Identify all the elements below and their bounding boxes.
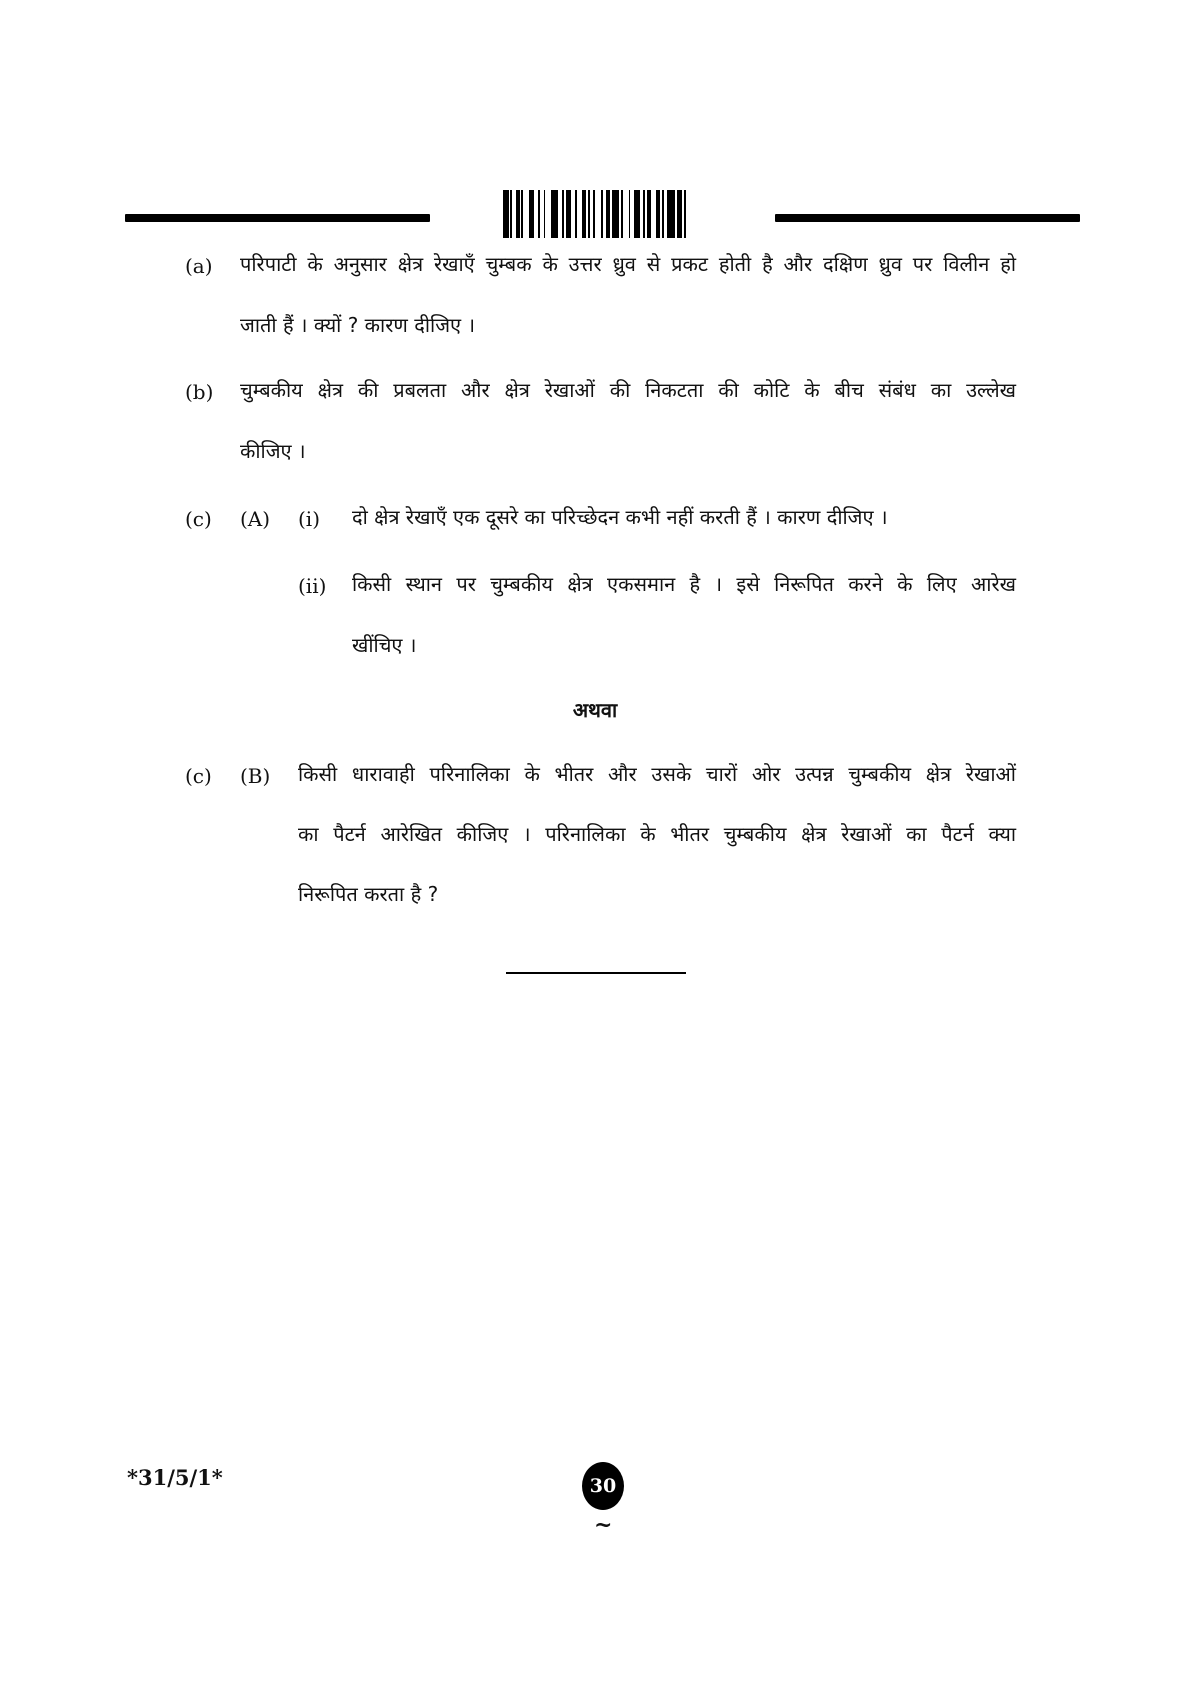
question-text-line: किसी स्थान पर चुम्बकीय क्षेत्र एकसमान है । इसे निरूपित करने के लिए आरेख (352, 572, 1016, 596)
barcode-bar (612, 190, 619, 238)
question-label: (c) (185, 764, 212, 788)
header-right-rule (775, 214, 1080, 222)
question-label: (b) (185, 380, 214, 404)
end-separator-rule (506, 972, 686, 974)
question-text-line: परिपाटी के अनुसार क्षेत्र रेखाएँ चुम्बक के उत्तर ध्रुव से प्रकट होती है और दक्षिण ध्रुव पर विलीन हो (240, 252, 1016, 276)
question-text-line: का पैटर्न आरेखित कीजिए । परिनालिका के भीतर चुम्बकीय क्षेत्र रेखाओं का पैटर्न क्या (298, 822, 1016, 846)
question-sublabel: (A) (240, 507, 271, 531)
barcode-bar (667, 190, 674, 238)
header-left-rule (125, 214, 430, 222)
barcode-icon (503, 190, 690, 238)
question-text-line: जाती हैं । क्यों ? कारण दीजिए । (240, 313, 476, 337)
question-text-line: किसी धारावाही परिनालिका के भीतर और उसके चारों ओर उत्पन्न चुम्बकीय क्षेत्र रेखाओं (298, 762, 1016, 786)
page-number-badge (582, 1462, 624, 1510)
question-label: (a) (185, 254, 213, 278)
barcode-bar (686, 190, 690, 238)
question-text-line: चुम्बकीय क्षेत्र की प्रबलता और क्षेत्र रेखाओं की निकटता की कोटि के बीच संबंध का उल्लेख (240, 378, 1016, 402)
question-label: (c) (185, 507, 212, 531)
question-text-line: दो क्षेत्र रेखाएँ एक दूसरे का परिच्छेदन कभी नहीं करती हैं । कारण दीजिए । (352, 505, 888, 529)
or-separator-heading: अथवा (572, 698, 618, 722)
tilde-mark: ~ (594, 1512, 613, 1538)
page-number: 30 (589, 1475, 617, 1497)
question-text-line: कीजिए । (240, 439, 306, 463)
question-part-label: (ii) (298, 574, 327, 598)
question-part-label: (i) (298, 507, 321, 531)
question-text-line: खींचिए । (352, 633, 417, 657)
paper-code: *31/5/1* (127, 1465, 223, 1490)
barcode-bar (551, 190, 558, 238)
question-sublabel: (B) (240, 764, 271, 788)
question-text-line: निरूपित करता है ? (298, 882, 439, 906)
